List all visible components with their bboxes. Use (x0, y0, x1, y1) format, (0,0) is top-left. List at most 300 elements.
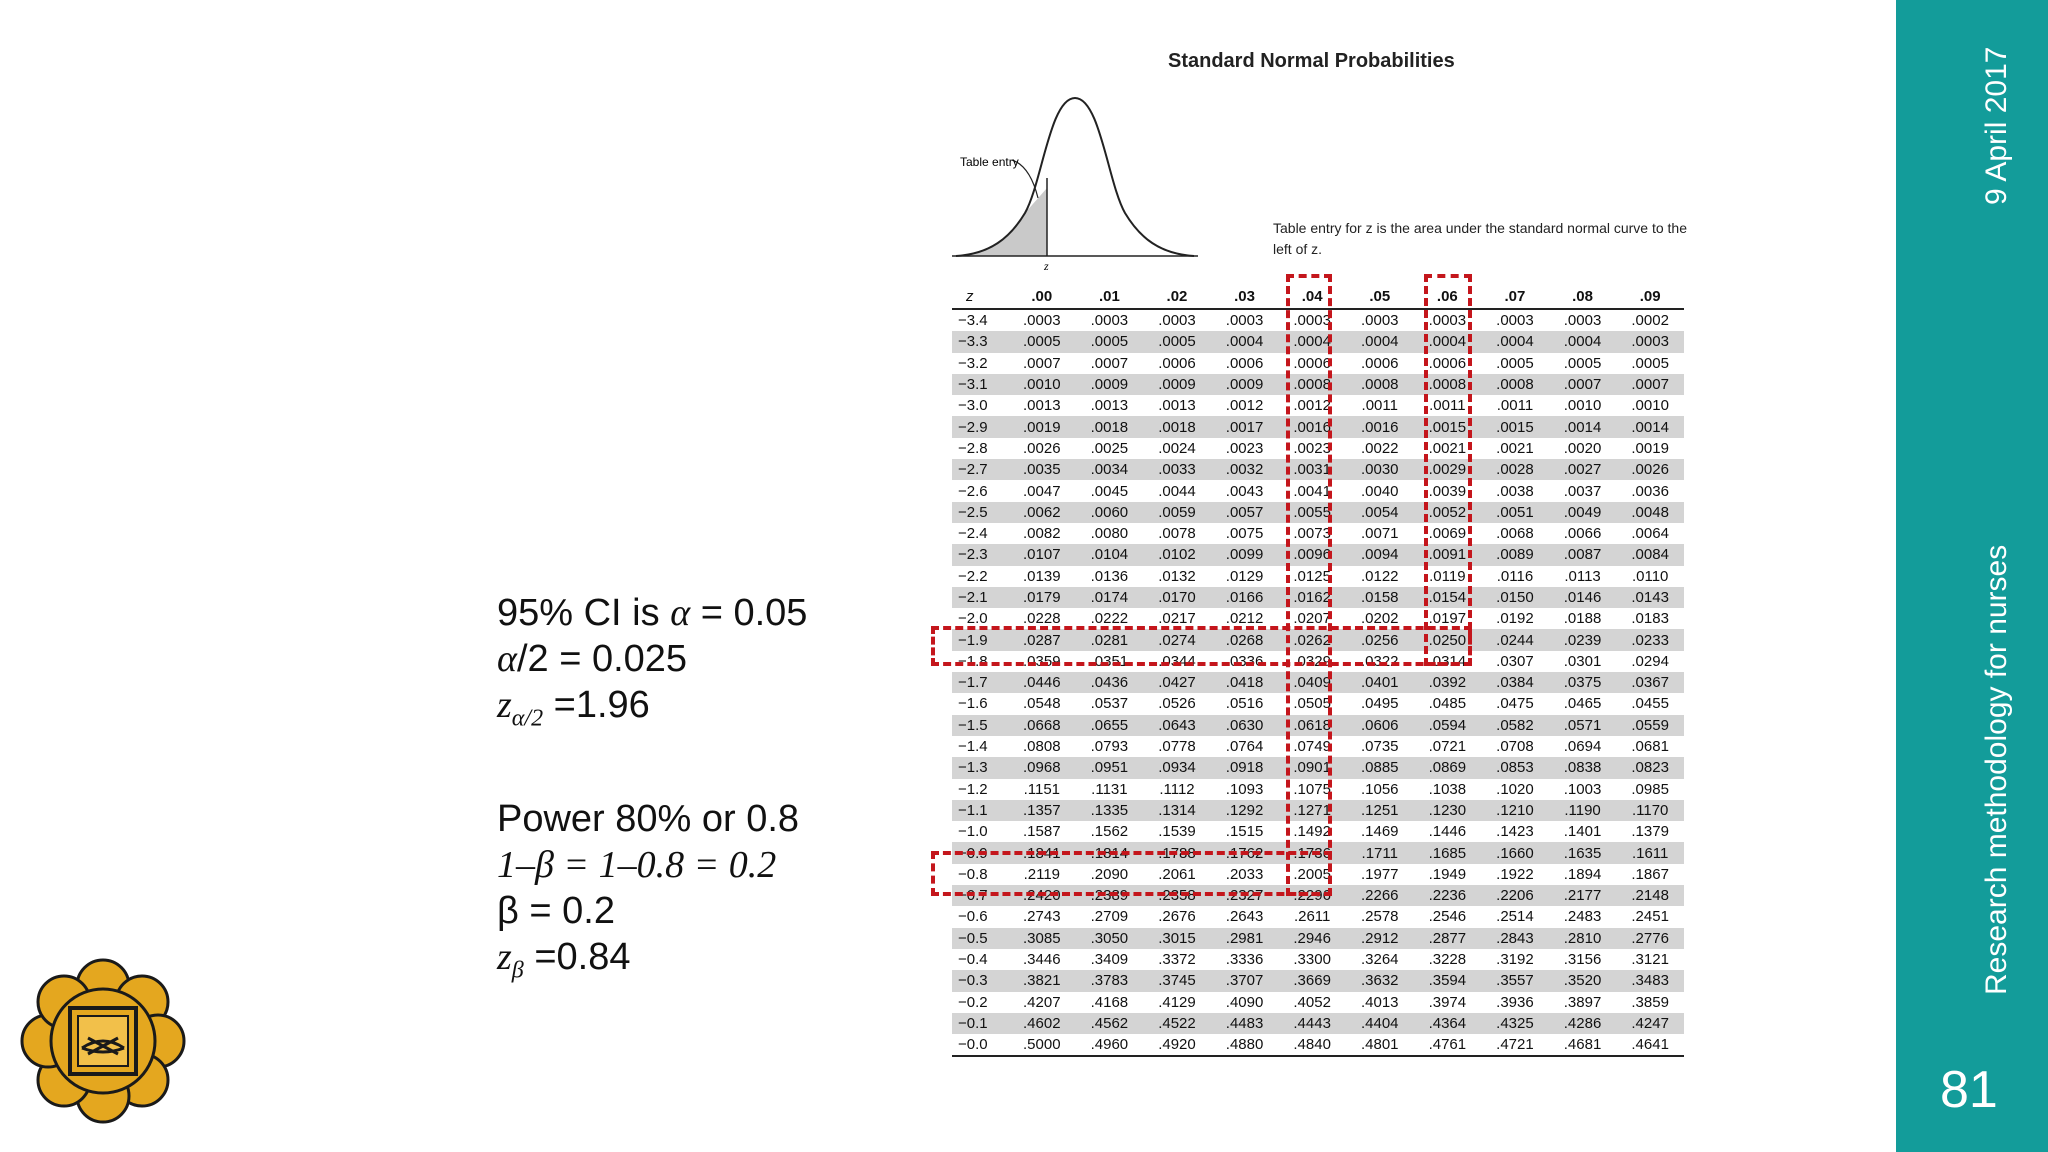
probability-cell: .1736 (1278, 842, 1346, 863)
probability-cell: .2877 (1414, 928, 1482, 949)
probability-cell: .0078 (1158, 525, 1196, 543)
probability-cell: .0174 (1076, 587, 1144, 608)
probability-cell: .1949 (1428, 865, 1467, 883)
probability-cell: .1230 (1414, 800, 1482, 821)
probability-cell: .0060 (1076, 502, 1144, 523)
probability-cell: .0351 (1090, 652, 1129, 670)
probability-cell: .0537 (1090, 695, 1129, 713)
probability-cell: .1894 (1563, 865, 1602, 883)
z-value-cell: −2.9 (952, 416, 1008, 437)
probability-cell: .0010 (1631, 397, 1669, 415)
probability-cell: .0307 (1496, 652, 1534, 670)
probability-cell: .1685 (1414, 842, 1482, 863)
z-value-cell: −1.9 (952, 629, 1008, 650)
slide-number: 81 (1940, 1061, 1998, 1119)
probability-cell: .0019 (1008, 416, 1076, 437)
probability-cell: .1038 (1428, 780, 1467, 798)
probability-cell: .0392 (1414, 672, 1482, 693)
probability-cell: .0708 (1496, 738, 1534, 756)
probability-cell: .0694 (1563, 738, 1602, 756)
highlight-column-04 (1286, 274, 1332, 896)
probability-cell: .0281 (1076, 629, 1144, 650)
probability-cell: .0028 (1481, 459, 1549, 480)
probability-cell: .0951 (1076, 757, 1144, 778)
probability-cell: .0485 (1428, 695, 1467, 713)
probability-cell: .1093 (1225, 780, 1264, 798)
course-title: Research methodology for nurses (1980, 544, 2013, 995)
probability-cell: .0322 (1360, 652, 1399, 670)
probability-cell: .0015 (1414, 416, 1482, 437)
probability-cell: .0004 (1278, 331, 1346, 352)
probability-cell: .0025 (1090, 439, 1129, 457)
probability-cell: .0143 (1616, 587, 1684, 608)
z-value-cell: −3.3 (952, 331, 1008, 352)
probability-cell: .0113 (1564, 567, 1601, 585)
probability-cell: .4443 (1278, 1013, 1346, 1034)
probability-cell: .0030 (1346, 459, 1414, 480)
probability-cell: .2389 (1076, 885, 1144, 906)
probability-cell: .0314 (1428, 652, 1467, 670)
probability-cell: .0003 (1360, 312, 1399, 330)
table-caption: Table entry for z is the area under the standard normal curve to the left of z. (1273, 220, 1688, 257)
probability-cell: .0003 (1616, 331, 1684, 352)
probability-cell: .1660 (1481, 842, 1549, 863)
probability-cell: .3520 (1549, 970, 1617, 991)
probability-cell: .1814 (1076, 842, 1144, 863)
z-value-cell: −0.7 (952, 885, 1008, 906)
probability-cell: .0018 (1076, 416, 1144, 437)
probability-cell: .0793 (1090, 738, 1129, 756)
probability-cell: .0681 (1631, 738, 1669, 756)
z-value-cell: −1.1 (952, 800, 1008, 821)
probability-cell: .0436 (1076, 672, 1144, 693)
z-value-cell: −2.8 (958, 439, 988, 457)
probability-cell: .1446 (1428, 823, 1467, 841)
probability-cell: .0505 (1293, 695, 1331, 713)
probability-cell: .0020 (1563, 439, 1602, 457)
z-value-cell: −3.4 (958, 312, 988, 330)
probability-cell: .0075 (1225, 525, 1264, 543)
table-row (952, 928, 1684, 949)
probability-cell: .0027 (1549, 459, 1617, 480)
probability-cell: .0005 (1631, 354, 1669, 372)
probability-cell: .0119 (1429, 567, 1466, 585)
probability-cell: .2177 (1549, 885, 1617, 906)
probability-cell: .1170 (1616, 800, 1684, 821)
probability-cell: .3446 (1023, 951, 1061, 969)
probability-cell: .0062 (1008, 502, 1076, 523)
probability-cell: .0034 (1076, 459, 1144, 480)
probability-cell: .0287 (1008, 629, 1076, 650)
z-value-cell: −2.2 (958, 567, 988, 585)
probability-cell: .1788 (1143, 842, 1211, 863)
z-value-cell: −3.0 (958, 397, 988, 415)
probability-cell: .0166 (1211, 587, 1279, 608)
probability-cell: .1635 (1549, 842, 1617, 863)
probability-cell: .0008 (1278, 374, 1346, 395)
probability-cell: .0082 (1023, 525, 1061, 543)
probability-cell: .0011 (1496, 397, 1534, 415)
table-row (952, 1013, 1684, 1034)
z-value-cell: −0.3 (952, 970, 1008, 991)
table-entry-label: Table entry (960, 155, 1019, 169)
probability-cell: .3821 (1008, 970, 1076, 991)
probability-cell: .1003 (1563, 780, 1602, 798)
probability-cell: .0043 (1225, 482, 1264, 500)
probability-cell: .0037 (1563, 482, 1602, 500)
probability-cell: .0239 (1549, 629, 1617, 650)
spacer (497, 742, 807, 796)
probability-cell: .0475 (1496, 695, 1534, 713)
probability-cell: .0044 (1158, 482, 1196, 500)
probability-cell: .0055 (1278, 502, 1346, 523)
probability-cell: .1711 (1346, 842, 1414, 863)
z-value-cell: −0.4 (958, 951, 988, 969)
probability-cell: .0559 (1616, 715, 1684, 736)
z-value-cell: −1.8 (958, 652, 988, 670)
probability-cell: .0096 (1278, 544, 1346, 565)
probability-cell: .4960 (1076, 1034, 1144, 1056)
probability-cell: .4168 (1090, 993, 1129, 1011)
probability-cell: .0110 (1631, 567, 1669, 585)
table-row (952, 906, 1684, 927)
probability-cell: .1151 (1023, 780, 1061, 798)
probability-cell: .1271 (1278, 800, 1346, 821)
probability-cell: .0007 (1090, 354, 1129, 372)
probability-cell: .0023 (1225, 439, 1264, 457)
probability-cell: .0885 (1346, 757, 1414, 778)
probability-cell: .0465 (1563, 695, 1602, 713)
probability-cell: .0052 (1414, 502, 1482, 523)
probability-cell: .0057 (1211, 502, 1279, 523)
probability-cell: .0571 (1549, 715, 1617, 736)
probability-cell: .0015 (1481, 416, 1549, 437)
probability-cell: .0003 (1293, 312, 1331, 330)
probability-cell: .4090 (1225, 993, 1264, 1011)
probability-cell: .0344 (1158, 652, 1196, 670)
probability-cell: .0005 (1563, 354, 1602, 372)
z-value-cell: −2.6 (958, 482, 988, 500)
probability-cell: .0129 (1225, 567, 1264, 585)
probability-cell: .4483 (1211, 1013, 1279, 1034)
ci-line: 95% CI is α = 0.05 (497, 592, 808, 634)
probability-cell: .4364 (1414, 1013, 1482, 1034)
probability-cell: .5000 (1008, 1034, 1076, 1056)
z-value-cell: −2.0 (958, 610, 988, 628)
probability-cell: .4325 (1481, 1013, 1549, 1034)
probability-cell: .2236 (1414, 885, 1482, 906)
probability-cell: .0008 (1346, 374, 1414, 395)
probability-cell: .4880 (1211, 1034, 1279, 1056)
probability-cell: .0009 (1143, 374, 1211, 395)
z-value-cell: −1.6 (958, 695, 988, 713)
probability-cell: .0051 (1481, 502, 1549, 523)
probability-cell: .2296 (1278, 885, 1346, 906)
probability-cell: .1131 (1091, 780, 1128, 798)
probability-cell: .2451 (1631, 908, 1669, 926)
probability-cell: .1357 (1008, 800, 1076, 821)
z-value-cell: −0.2 (958, 993, 988, 1011)
probability-cell: .2611 (1293, 908, 1331, 926)
probability-cell: .0011 (1429, 397, 1466, 415)
probability-cell: .3483 (1616, 970, 1684, 991)
probability-cell: .1401 (1563, 823, 1602, 841)
probability-cell: .0409 (1278, 672, 1346, 693)
probability-cell: .2643 (1225, 908, 1264, 926)
probability-cell: .2090 (1090, 865, 1129, 883)
probability-cell: .0262 (1278, 629, 1346, 650)
probability-cell: .0014 (1549, 416, 1617, 437)
probability-cell: .3121 (1631, 951, 1669, 969)
probability-cell: .1867 (1631, 865, 1669, 883)
column-header: .09 (1616, 284, 1684, 309)
probability-cell: .1335 (1076, 800, 1144, 821)
probability-cell: .0099 (1211, 544, 1279, 565)
z-value-cell: −1.5 (952, 715, 1008, 736)
probability-cell: .1423 (1496, 823, 1534, 841)
probability-cell: .0031 (1278, 459, 1346, 480)
probability-cell: .2061 (1158, 865, 1196, 883)
probability-cell: .0054 (1346, 502, 1414, 523)
probability-cell: .0294 (1631, 652, 1669, 670)
normal-curve-figure (950, 88, 1240, 273)
probability-cell: .0009 (1076, 374, 1144, 395)
z-value-cell: −0.9 (952, 842, 1008, 863)
probability-cell: .0002 (1631, 312, 1669, 330)
probability-cell: .0606 (1346, 715, 1414, 736)
probability-cell: .0059 (1143, 502, 1211, 523)
probability-cell: .0301 (1563, 652, 1602, 670)
probability-cell: .0040 (1360, 482, 1399, 500)
probability-cell: .0073 (1293, 525, 1331, 543)
probability-cell: .0021 (1428, 439, 1467, 457)
probability-cell: .1922 (1496, 865, 1534, 883)
probability-cell: .3707 (1211, 970, 1279, 991)
column-header: z (952, 284, 1008, 309)
probability-cell: .1977 (1360, 865, 1399, 883)
probability-cell: .0003 (1090, 312, 1129, 330)
probability-cell: .3783 (1076, 970, 1144, 991)
probability-cell: .3050 (1076, 928, 1144, 949)
z-value-cell: −1.4 (958, 738, 988, 756)
probability-cell: .0516 (1225, 695, 1264, 713)
probability-cell: .0014 (1616, 416, 1684, 437)
probability-cell: .0495 (1360, 695, 1399, 713)
probability-cell: .0004 (1481, 331, 1549, 352)
beta-line: β = 0.2 (497, 889, 615, 932)
probability-cell: .3336 (1225, 951, 1264, 969)
beta-formula: 1–β = 1–0.8 = 0.2 (497, 843, 777, 886)
probability-cell: .0011 (1361, 397, 1398, 415)
probability-cell: .0401 (1346, 672, 1414, 693)
table-row (952, 949, 1684, 970)
z-value-cell: −1.2 (958, 780, 988, 798)
column-header: .07 (1481, 284, 1549, 309)
z-beta-line: $z_\beta =0.84$ (497, 935, 631, 984)
probability-cell: .0582 (1481, 715, 1549, 736)
probability-cell: .0655 (1076, 715, 1144, 736)
probability-cell: .0721 (1428, 738, 1467, 756)
probability-cell: .3859 (1631, 993, 1669, 1011)
probability-cell: .0003 (1225, 312, 1264, 330)
probability-cell: .0139 (1023, 567, 1061, 585)
probability-cell: .4013 (1360, 993, 1399, 1011)
z-value-cell: −2.5 (952, 502, 1008, 523)
probability-cell: .0968 (1008, 757, 1076, 778)
probability-cell: .0021 (1496, 439, 1534, 457)
highlight-column-06 (1424, 274, 1472, 666)
probability-cell: .2912 (1346, 928, 1414, 949)
probability-cell: .0069 (1428, 525, 1467, 543)
probability-cell: .1562 (1090, 823, 1129, 841)
probability-cell: .0004 (1414, 331, 1482, 352)
probability-cell: .0036 (1631, 482, 1669, 500)
probability-cell: .0094 (1346, 544, 1414, 565)
probability-cell: .4602 (1008, 1013, 1076, 1034)
probability-cell: .0012 (1293, 397, 1331, 415)
probability-cell: .4207 (1023, 993, 1061, 1011)
column-header: .04 (1278, 284, 1346, 309)
probability-cell: .3264 (1360, 951, 1399, 969)
probability-cell: .3974 (1428, 993, 1467, 1011)
column-header: .00 (1008, 284, 1076, 309)
z-value-cell: −2.1 (952, 587, 1008, 608)
side-band (1896, 0, 2048, 1152)
z-value-cell: −0.5 (952, 928, 1008, 949)
probability-cell: .0010 (1008, 374, 1076, 395)
probability-cell: .0004 (1346, 331, 1414, 352)
probability-cell: .0041 (1293, 482, 1331, 500)
column-header: .02 (1143, 284, 1211, 309)
probability-cell: .3300 (1293, 951, 1331, 969)
probability-cell: .1611 (1616, 842, 1684, 863)
probability-cell: .0016 (1346, 416, 1414, 437)
probability-cell: .0003 (1563, 312, 1602, 330)
probability-cell: .4840 (1278, 1034, 1346, 1056)
probability-cell: .4052 (1293, 993, 1331, 1011)
probability-cell: .0012 (1225, 397, 1264, 415)
probability-cell: .1762 (1211, 842, 1279, 863)
probability-cell: .0102 (1143, 544, 1211, 565)
probability-cell: .3745 (1143, 970, 1211, 991)
probability-cell: .0418 (1211, 672, 1279, 693)
probability-cell: .0049 (1549, 502, 1617, 523)
z-value-cell: −2.3 (952, 544, 1008, 565)
probability-cell: .3632 (1346, 970, 1414, 991)
probability-cell: .3936 (1496, 993, 1534, 1011)
probability-cell: .4721 (1481, 1034, 1549, 1056)
probability-cell: .0005 (1076, 331, 1144, 352)
probability-cell: .0162 (1278, 587, 1346, 608)
probability-cell: .0032 (1211, 459, 1279, 480)
probability-cell: .2327 (1211, 885, 1279, 906)
probability-cell: .3156 (1563, 951, 1602, 969)
probability-cell: .3192 (1496, 951, 1534, 969)
probability-cell: .0006 (1293, 354, 1331, 372)
probability-cell: .0023 (1293, 439, 1331, 457)
probability-cell: .0823 (1616, 757, 1684, 778)
z-label: z (1044, 259, 1049, 273)
probability-cell: .2033 (1225, 865, 1264, 883)
probability-cell: .0104 (1076, 544, 1144, 565)
probability-cell: .0017 (1211, 416, 1279, 437)
probability-cell: .0838 (1549, 757, 1617, 778)
probability-cell: .0154 (1414, 587, 1482, 608)
z-value-cell: −3.1 (952, 374, 1008, 395)
probability-cell: .0024 (1158, 439, 1196, 457)
z-value-cell: −0.8 (958, 865, 988, 883)
probability-cell: .0250 (1414, 629, 1482, 650)
probability-cell: .1251 (1346, 800, 1414, 821)
probability-cell: .0188 (1563, 610, 1602, 628)
probability-cell: .0003 (1023, 312, 1061, 330)
probability-cell: .3085 (1008, 928, 1076, 949)
probability-cell: .0244 (1481, 629, 1549, 650)
probability-cell: .1841 (1008, 842, 1076, 863)
probability-cell: .1292 (1211, 800, 1279, 821)
probability-cell: .1056 (1360, 780, 1399, 798)
probability-cell: .2843 (1481, 928, 1549, 949)
probability-cell: .0329 (1293, 652, 1331, 670)
probability-cell: .1075 (1293, 780, 1331, 798)
probability-cell: .4404 (1346, 1013, 1414, 1034)
column-header: .03 (1211, 284, 1279, 309)
probability-cell: .2206 (1481, 885, 1549, 906)
calculation-notes (497, 590, 807, 993)
probability-cell: .1492 (1293, 823, 1331, 841)
probability-cell: .0029 (1414, 459, 1482, 480)
probability-cell: .2148 (1616, 885, 1684, 906)
probability-cell: .0170 (1143, 587, 1211, 608)
probability-cell: .0853 (1481, 757, 1549, 778)
probability-cell: .4129 (1158, 993, 1196, 1011)
probability-cell: .0026 (1023, 439, 1061, 457)
probability-cell: .2514 (1496, 908, 1534, 926)
z-value-cell: −1.7 (952, 672, 1008, 693)
probability-cell: .0007 (1549, 374, 1617, 395)
probability-cell: .0764 (1225, 738, 1264, 756)
probability-cell: .0004 (1549, 331, 1617, 352)
probability-cell: .0778 (1158, 738, 1196, 756)
probability-cell: .3669 (1278, 970, 1346, 991)
probability-cell: .4681 (1549, 1034, 1617, 1056)
z-alpha-line: $z_{\alpha/2} =1.96$ (497, 684, 650, 732)
probability-cell: .0005 (1008, 331, 1076, 352)
probability-cell: .0064 (1631, 525, 1669, 543)
probability-cell: .2776 (1616, 928, 1684, 949)
probability-cell: .2810 (1549, 928, 1617, 949)
probability-cell: .0202 (1360, 610, 1399, 628)
probability-cell: .1539 (1158, 823, 1196, 841)
column-header: .01 (1076, 284, 1144, 309)
z-value-cell: −3.2 (958, 354, 988, 372)
probability-cell: .4247 (1616, 1013, 1684, 1034)
probability-cell: .0008 (1481, 374, 1549, 395)
probability-cell: .0048 (1616, 502, 1684, 523)
probability-cell: .0446 (1008, 672, 1076, 693)
probability-cell: .0018 (1143, 416, 1211, 437)
probability-cell: .0427 (1143, 672, 1211, 693)
probability-cell: .3897 (1563, 993, 1602, 1011)
probability-cell: .0005 (1143, 331, 1211, 352)
probability-cell: .3409 (1090, 951, 1129, 969)
table-row (952, 970, 1684, 991)
probability-cell: .0934 (1143, 757, 1211, 778)
highlight-row-minus-0-8 (931, 851, 1332, 896)
probability-cell: .0869 (1414, 757, 1482, 778)
probability-cell: .0068 (1496, 525, 1534, 543)
highlight-row-minus-1-9 (931, 626, 1472, 666)
